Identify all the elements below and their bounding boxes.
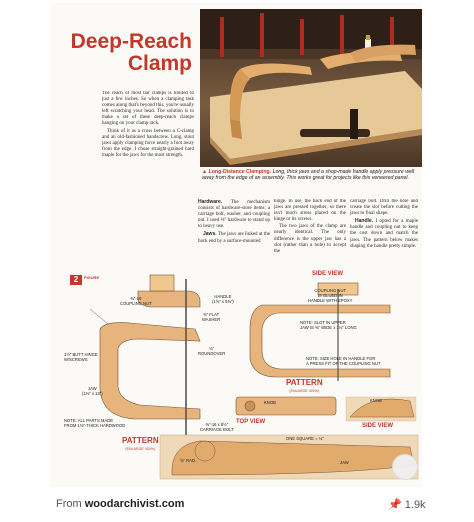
label-coupling-glued: COUPLING NUT IS GLUED IN HANDLE WITH EPOXY — [308, 288, 353, 303]
caption-bold: Long-Distance Clamping. — [208, 169, 272, 175]
label-coupling-nut: ⅜"-16 COUPLING NUT — [120, 296, 152, 306]
col4-para-1: carriage bolt. Drill the hole and create the slot before cutting the jaws to final shape. — [350, 199, 418, 217]
pin-count-value: 1.9k — [404, 499, 426, 511]
top-view-title: TOP VIEW — [236, 419, 266, 425]
photo-caption — [202, 169, 420, 182]
source-footer[interactable] — [56, 498, 184, 510]
label-handle: HANDLE (1⅝" x 5⅜") — [212, 294, 234, 304]
label-roundover: ⅛" ROUNDOVER — [198, 346, 226, 356]
title-line-2: Clamp — [127, 52, 192, 75]
label-one-square: ONE SQUARE = ¼" — [286, 436, 324, 441]
text-column-4 — [350, 199, 418, 271]
pin-icon: 📌 — [388, 499, 402, 511]
hardware-text: The mechanism consists of hardware-store items: a carriage bolt, washer, and coupling nut. I used ⅜" hardware to stand up to heavy use. — [198, 200, 270, 230]
label-knob-2: KNOB — [370, 398, 382, 403]
pattern-1-sub: (ENLARGE 400%) — [289, 389, 320, 393]
col1-para-2: Think of it as a cross between a C-clamp and an old-fashioned handscrew. Long, stout jaws apply clamping force nearly a foot away from the edge. I chose straight-grained hard maple for the jaws for the most strength. — [102, 128, 194, 158]
pattern-1-name: PATTERN — [286, 378, 323, 387]
pattern-title-1 — [286, 379, 323, 395]
jaws-text: The jaws are linked at the back end by a surface-mounted — [198, 232, 270, 244]
col3-para-2: The two jaws of the clamp are nearly identical. The only difference is the upper jaw has a slot (rather than a hole) to accept the — [274, 224, 346, 254]
pattern-2-name: PATTERN — [122, 436, 159, 445]
figure-word: FIGURE — [84, 275, 100, 280]
article-title — [64, 31, 192, 75]
caption-triangle-icon: ▲ — [202, 169, 209, 175]
footer-from: From — [56, 498, 82, 510]
side-view-title-1: SIDE VIEW — [312, 271, 344, 277]
caption-text: Long, thick jaws and a shop-made handle apply pressure well away from the edge of an assembly. This works great for projects like this veneered panel. — [202, 169, 415, 182]
figure-badge: 2 — [70, 275, 82, 285]
label-carriage-bolt: ⅜"-16 x 8½" CARRIAGE BOLT — [200, 422, 234, 432]
pin-count — [388, 498, 426, 511]
label-knob: KNOB — [264, 400, 276, 405]
text-column-1 — [102, 91, 194, 267]
jaws-heading: Jaws. — [203, 231, 217, 238]
figure-drawing — [50, 269, 422, 487]
pattern-2-sub: (ENLARGE 400%) — [125, 447, 156, 451]
label-note-hole: NOTE: SIZE HOLE IN HANDLE FOR A PRESS FIT OF THE COUPLING NUT — [306, 356, 381, 366]
label-flat-washer: ⅜" FLAT WASHER — [202, 312, 221, 322]
handle-heading: Handle. — [355, 218, 374, 225]
figure-2 — [50, 269, 422, 487]
text-column-3 — [274, 199, 346, 271]
text-column-2 — [198, 199, 270, 271]
label-note-parts: NOTE: ALL PARTS MADE FROM 1⅜"-THICK HARDWOOD — [64, 418, 126, 428]
label-jaw: JAW (1⅜" x 13") — [82, 386, 103, 396]
label-butt-hinge: 1½" BUTT HINGE W/SCREWS — [64, 352, 98, 362]
magazine-page[interactable] — [50, 3, 422, 487]
top-view-knob — [236, 397, 336, 415]
side-view-title-2: SIDE VIEW — [362, 423, 394, 429]
col1-para-1: The reach of most bar clamps is limited to just a few inches. So when a clamping task comes along that's beyond this, you're usually left scratching your head. The solution is to make a set of these deep-reach clamps hanging on your clamp rack. — [102, 91, 194, 127]
label-note-slot: NOTE: SLOT IN UPPER JAW IS ⅜" WIDE x 1⅛" LONG — [300, 320, 357, 330]
handle-text: I opted for a maple handle and coupling nut to keep the cost down and match the jaws. The pattern below makes shaping the handle pretty simple. — [350, 219, 418, 249]
label-radius: ⅝" RAD. — [180, 458, 197, 463]
col3-para-1: hinge. In use, the back end of the jaws are pressed together, so there isn't much stress placed on the hinge or its screws. — [274, 199, 346, 223]
footer-site-link[interactable]: woodarchivist.com — [84, 498, 185, 510]
visual-search-lens-icon[interactable] — [392, 454, 418, 480]
clamp-photo-illustration — [200, 9, 422, 167]
pattern-title-2 — [122, 437, 159, 453]
label-jaw-2: JAW — [340, 460, 349, 465]
title-line-1: Deep-Reach — [70, 30, 192, 53]
clamp-photo — [200, 9, 422, 167]
hardware-heading: Hardware. — [198, 199, 223, 205]
